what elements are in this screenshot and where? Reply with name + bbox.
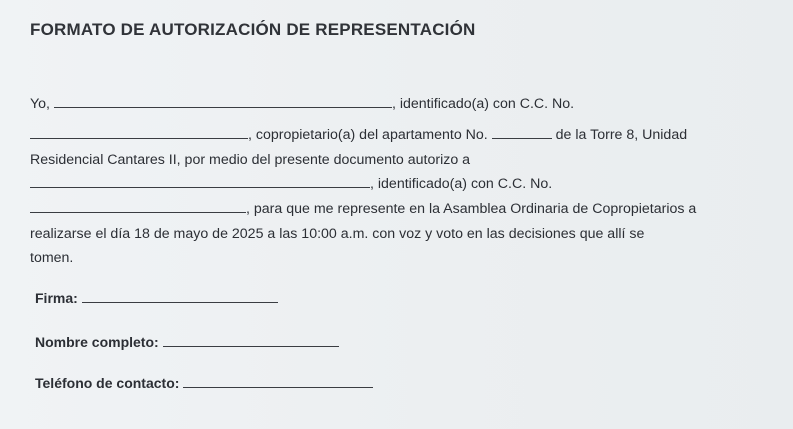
- paragraph-line-5: [30, 201, 696, 217]
- phone-row: [35, 375, 373, 391]
- representative-cc-blank[interactable]: [30, 201, 246, 213]
- signature-label: Firma:: [35, 290, 78, 306]
- represent-text: , para que me represente en la Asamblea Ordinaria de Copropietarios a: [246, 201, 697, 217]
- paragraph-line-2: [30, 127, 687, 143]
- yo-label: Yo,: [30, 96, 50, 112]
- full-name-row: [35, 334, 339, 350]
- co-owner-text: , copropietario(a) del apartamento No.: [248, 127, 488, 143]
- phone-label: Teléfono de contacto:: [35, 375, 180, 391]
- full-name-label: Nombre completo:: [35, 334, 159, 350]
- paragraph-line-6: realizarse el día 18 de mayo de 2025 a las 10:00 a.m. con voz y voto en las decisiones que allí se: [30, 226, 645, 242]
- apartment-number-blank[interactable]: [492, 127, 552, 139]
- tower-text: de la Torre 8, Unidad: [555, 127, 688, 143]
- cc-number-blank[interactable]: [30, 127, 248, 139]
- paragraph-line-7: tomen.: [30, 250, 74, 266]
- document-title: FORMATO DE AUTORIZACIÓN DE REPRESENTACIÓN: [30, 20, 476, 39]
- paragraph-line-4: [30, 176, 552, 192]
- full-name-blank[interactable]: [163, 335, 339, 347]
- id-label-1: , identificado(a) con C.C. No.: [391, 96, 575, 112]
- representative-name-blank[interactable]: [30, 176, 370, 188]
- paragraph-line-3: Residencial Cantares II, por medio del presente documento autorizo a: [30, 152, 471, 168]
- paragraph-line-1: [30, 96, 574, 112]
- phone-blank[interactable]: [183, 376, 373, 388]
- signature-blank[interactable]: [82, 291, 278, 303]
- name-blank[interactable]: [54, 96, 392, 108]
- signature-row: [35, 290, 278, 306]
- id-label-2: , identificado(a) con C.C. No.: [370, 176, 553, 192]
